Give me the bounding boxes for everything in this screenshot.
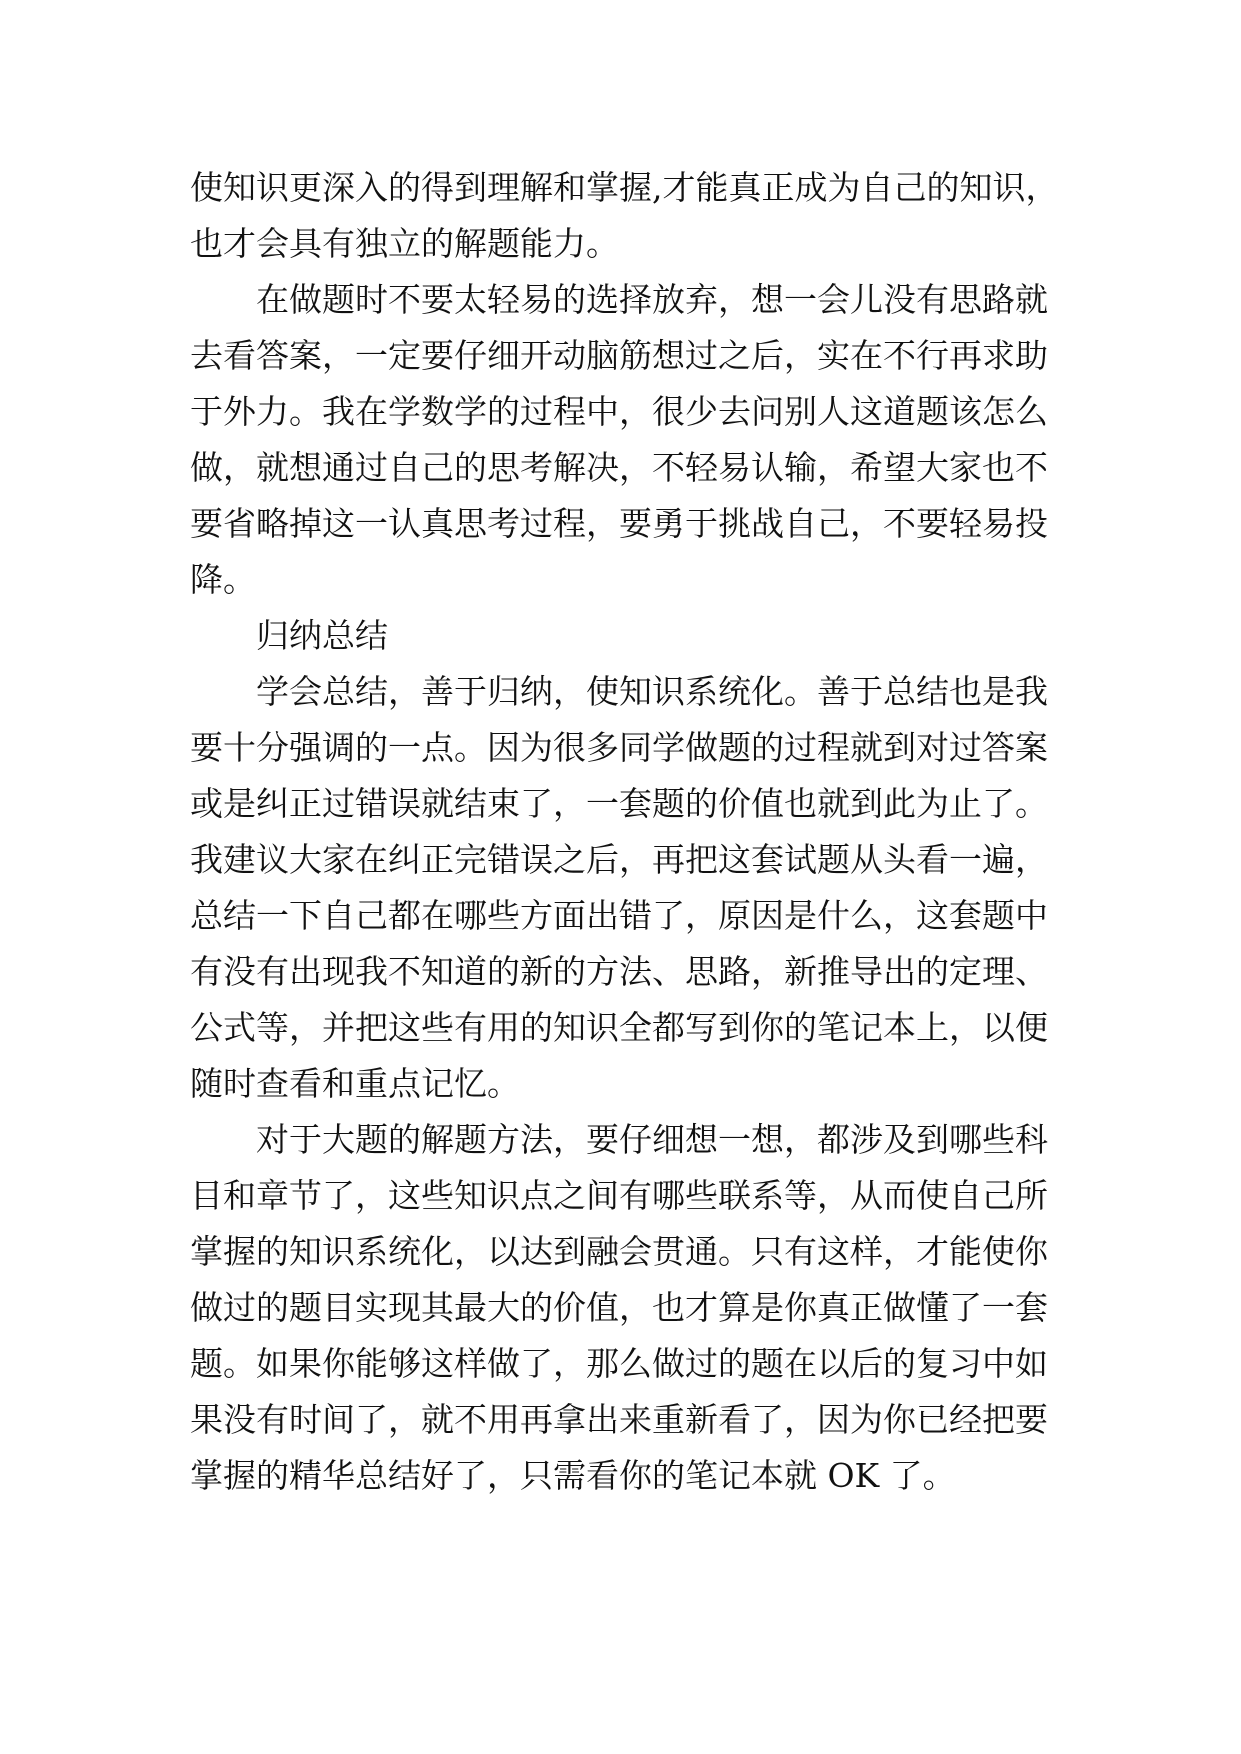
text-line: 在做题时不要太轻易的选择放弃，想一会儿没有思路就: [256, 280, 1048, 319]
text-line: 掌握的知识系统化，以达到融会贯通。只有这样，才能使你: [190, 1232, 1048, 1271]
text-line: 学会总结，善于归纳，使知识系统化。善于总结也是我: [256, 672, 1048, 711]
text-line: 总结一下自己都在哪些方面出错了，原因是什么，这套题中: [190, 896, 1048, 935]
text-line: 去看答案，一定要仔细开动脑筋想过之后，实在不行再求助: [190, 336, 1048, 375]
document-body: [190, 160, 1059, 1504]
text-line: 要省略掉这一认真思考过程，要勇于挑战自己，不要轻易投: [190, 504, 1048, 543]
text-line: 题。如果你能够这样做了，那么做过的题在以后的复习中如: [190, 1344, 1048, 1383]
text-line: 做，就想通过自己的思考解决，不轻易认输，希望大家也不: [190, 448, 1048, 487]
text-line: 也才会具有独立的解题能力。: [190, 224, 619, 263]
text-line: 目和章节了，这些知识点之间有哪些联系等，从而使自己所: [190, 1176, 1048, 1215]
text-line: 归纳总结: [256, 616, 388, 655]
text-line: 对于大题的解题方法，要仔细想一想，都涉及到哪些科: [256, 1120, 1048, 1159]
text-line: 公式等，并把这些有用的知识全都写到你的笔记本上，以便: [190, 1008, 1048, 1047]
text-line: 随时查看和重点记忆。: [190, 1064, 520, 1103]
text-line: 于外力。我在学数学的过程中，很少去问别人这道题该怎么: [190, 392, 1048, 431]
text-line: 有没有出现我不知道的新的方法、思路，新推导出的定理、: [190, 952, 1048, 991]
text-line: 或是纠正过错误就结束了，一套题的价值也就到此为止了。: [190, 784, 1048, 823]
text-line: 使知识更深入的得到理解和掌握,才能真正成为自己的知识，: [190, 168, 1059, 207]
text-line: 掌握的精华总结好了，只需看你的笔记本就 OK 了。: [190, 1456, 956, 1495]
text-line: 果没有时间了，就不用再拿出来重新看了，因为你已经把要: [190, 1400, 1048, 1439]
text-line: 我建议大家在纠正完错误之后，再把这套试题从头看一遍，: [190, 840, 1048, 879]
text-line: 做过的题目实现其最大的价值，也才算是你真正做懂了一套: [190, 1288, 1048, 1327]
text-line: 要十分强调的一点。因为很多同学做题的过程就到对过答案: [190, 728, 1048, 767]
text-line: 降。: [190, 560, 256, 599]
